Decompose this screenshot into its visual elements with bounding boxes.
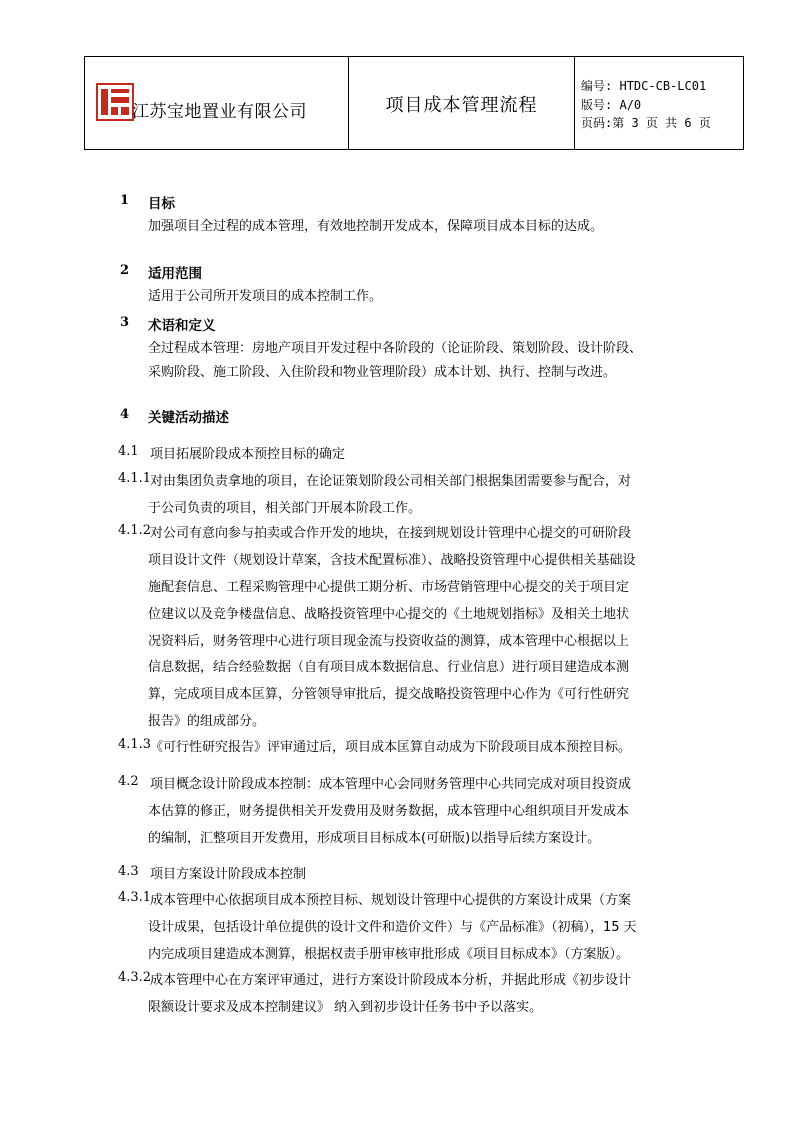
item-4-3-1-line: 成本管理中心依据项目成本预控目标、规划设计管理中心提供的方案设计成果（方案 [150,893,632,908]
section-1-text: 加强项目全过程的成本管理，有效地控制开发成本，保障项目成本目标的达成。 [148,219,604,234]
item-4-1-2-line: 对公司有意向参与拍卖或合作开发的地块，在接到规划设计管理中心提交的可研阶段 [150,526,632,541]
document-header [84,56,744,150]
section-2-text: 适用于公司所开发项目的成本控制工作。 [148,289,383,304]
document-title: 项目成本管理流程 [385,95,538,116]
item-4-1-2-line: 算，完成项目成本匡算，分管领导审批后，提交战略投资管理中心作为《可行性研究 [148,687,630,702]
item-4-3-2-line: 限额设计要求及成本控制建议》 纳入到初步设计任务书中予以落实。 [148,1000,543,1015]
title-cell [349,57,575,149]
item-4-3-1-number: 4.3.1 [118,890,152,905]
item-4-3-text: 项目方案设计阶段成本控制 [150,867,307,882]
item-4-3-number: 4.3 [118,864,139,879]
item-4-1-2-line: 报告》的组成部分。 [148,714,266,729]
doc-version-label: 版号: [581,98,613,112]
section-4-heading: 关键活动描述 [148,410,229,426]
item-4-3-1-line: 设计成果，包括设计单位提供的设计文件和造价文件）与《产品标准》（初稿），15 天 [148,920,637,935]
section-2-number: 2 [120,263,130,278]
doc-code-label: 编号: [581,79,613,93]
company-name: 江苏宝地置业有限公司 [132,102,307,122]
item-4-3-1-line: 内完成项目建造成本测算，根据权责手册审核审批形成《项目目标成本》（方案版）。 [148,947,630,962]
item-4-1-2-line: 项目设计文件（规划设计草案，含技术配置标准）、战略投资管理中心提供相关基础设 [148,553,636,568]
doc-code-value: HTDC-CB-LC01 [619,79,707,93]
item-4-2-number: 4.2 [118,774,139,789]
section-3-heading: 术语和定义 [148,318,216,334]
doc-page [581,114,711,131]
item-4-1-1-number: 4.1.1 [118,471,152,486]
item-4-1-2-line: 况资料后，财务管理中心进行项目现金流与投资收益的测算，成本管理中心根据以上 [148,634,630,649]
section-1-heading: 目标 [148,196,175,212]
section-3-line: 全过程成本管理：房地产项目开发过程中各阶段的（论证阶段、策划阶段、设计阶段、 [148,341,643,356]
item-4-1-2-line: 位建议以及竞争楼盘信息、战略投资管理中心提交的《土地规划指标》及相关土地状 [148,607,630,622]
item-4-2-line: 本估算的修正，财务提供相关开发费用及财务数据，成本管理中心组织项目开发成本 [148,804,630,819]
item-4-1-3-number: 4.1.3 [118,737,152,752]
doc-version-value: A/0 [619,98,642,112]
doc-page-label: 页码: [581,116,613,130]
section-3-line: 采购阶段、施工阶段、入住阶段和物业管理阶段）成本计划、执行、控制与改进。 [148,365,617,380]
item-4-1-text: 项目拓展阶段成本预控目标的确定 [150,447,346,462]
item-4-1-1-line: 于公司负责的项目，相关部门开展本阶段工作。 [148,501,422,516]
section-2-heading: 适用范围 [148,266,202,282]
doc-version [581,96,641,113]
doc-code [581,77,706,94]
meta-cell [575,57,743,149]
section-1-number: 1 [120,193,130,208]
section-4-number: 4 [120,407,130,422]
doc-page-value: 第 3 页 共 6 页 [612,116,711,130]
section-3-number: 3 [120,315,130,330]
item-4-1-1-line: 对由集团负责拿地的项目，在论证策划阶段公司相关部门根据集团需要参与配合，对 [150,474,632,489]
company-logo [96,83,134,121]
company-cell [85,57,349,149]
item-4-3-2-line: 成本管理中心在方案评审通过，进行方案设计阶段成本分析，并据此形成《初步设计 [150,973,632,988]
item-4-1-2-number: 4.1.2 [118,523,152,538]
item-4-2-line: 项目概念设计阶段成本控制：成本管理中心会同财务管理中心共同完成对项目投资成 [150,777,632,792]
item-4-1-2-line: 信息数据，结合经验数据（自有项目成本数据信息、行业信息）进行项目建造成本测 [148,660,630,675]
item-4-2-line: 的编制，汇整项目开发费用，形成项目目标成本(可研版)以指导后续方案设计。 [148,831,601,846]
item-4-1-number: 4.1 [118,444,139,459]
item-4-3-2-number: 4.3.2 [118,970,152,985]
item-4-1-2-line: 施配套信息、工程采购管理中心提供工期分析、市场营销管理中心提交的关于项目定 [148,580,630,595]
item-4-1-3-text: 《可行性研究报告》评审通过后，项目成本匡算自动成为下阶段项目成本预控目标。 [150,740,632,755]
